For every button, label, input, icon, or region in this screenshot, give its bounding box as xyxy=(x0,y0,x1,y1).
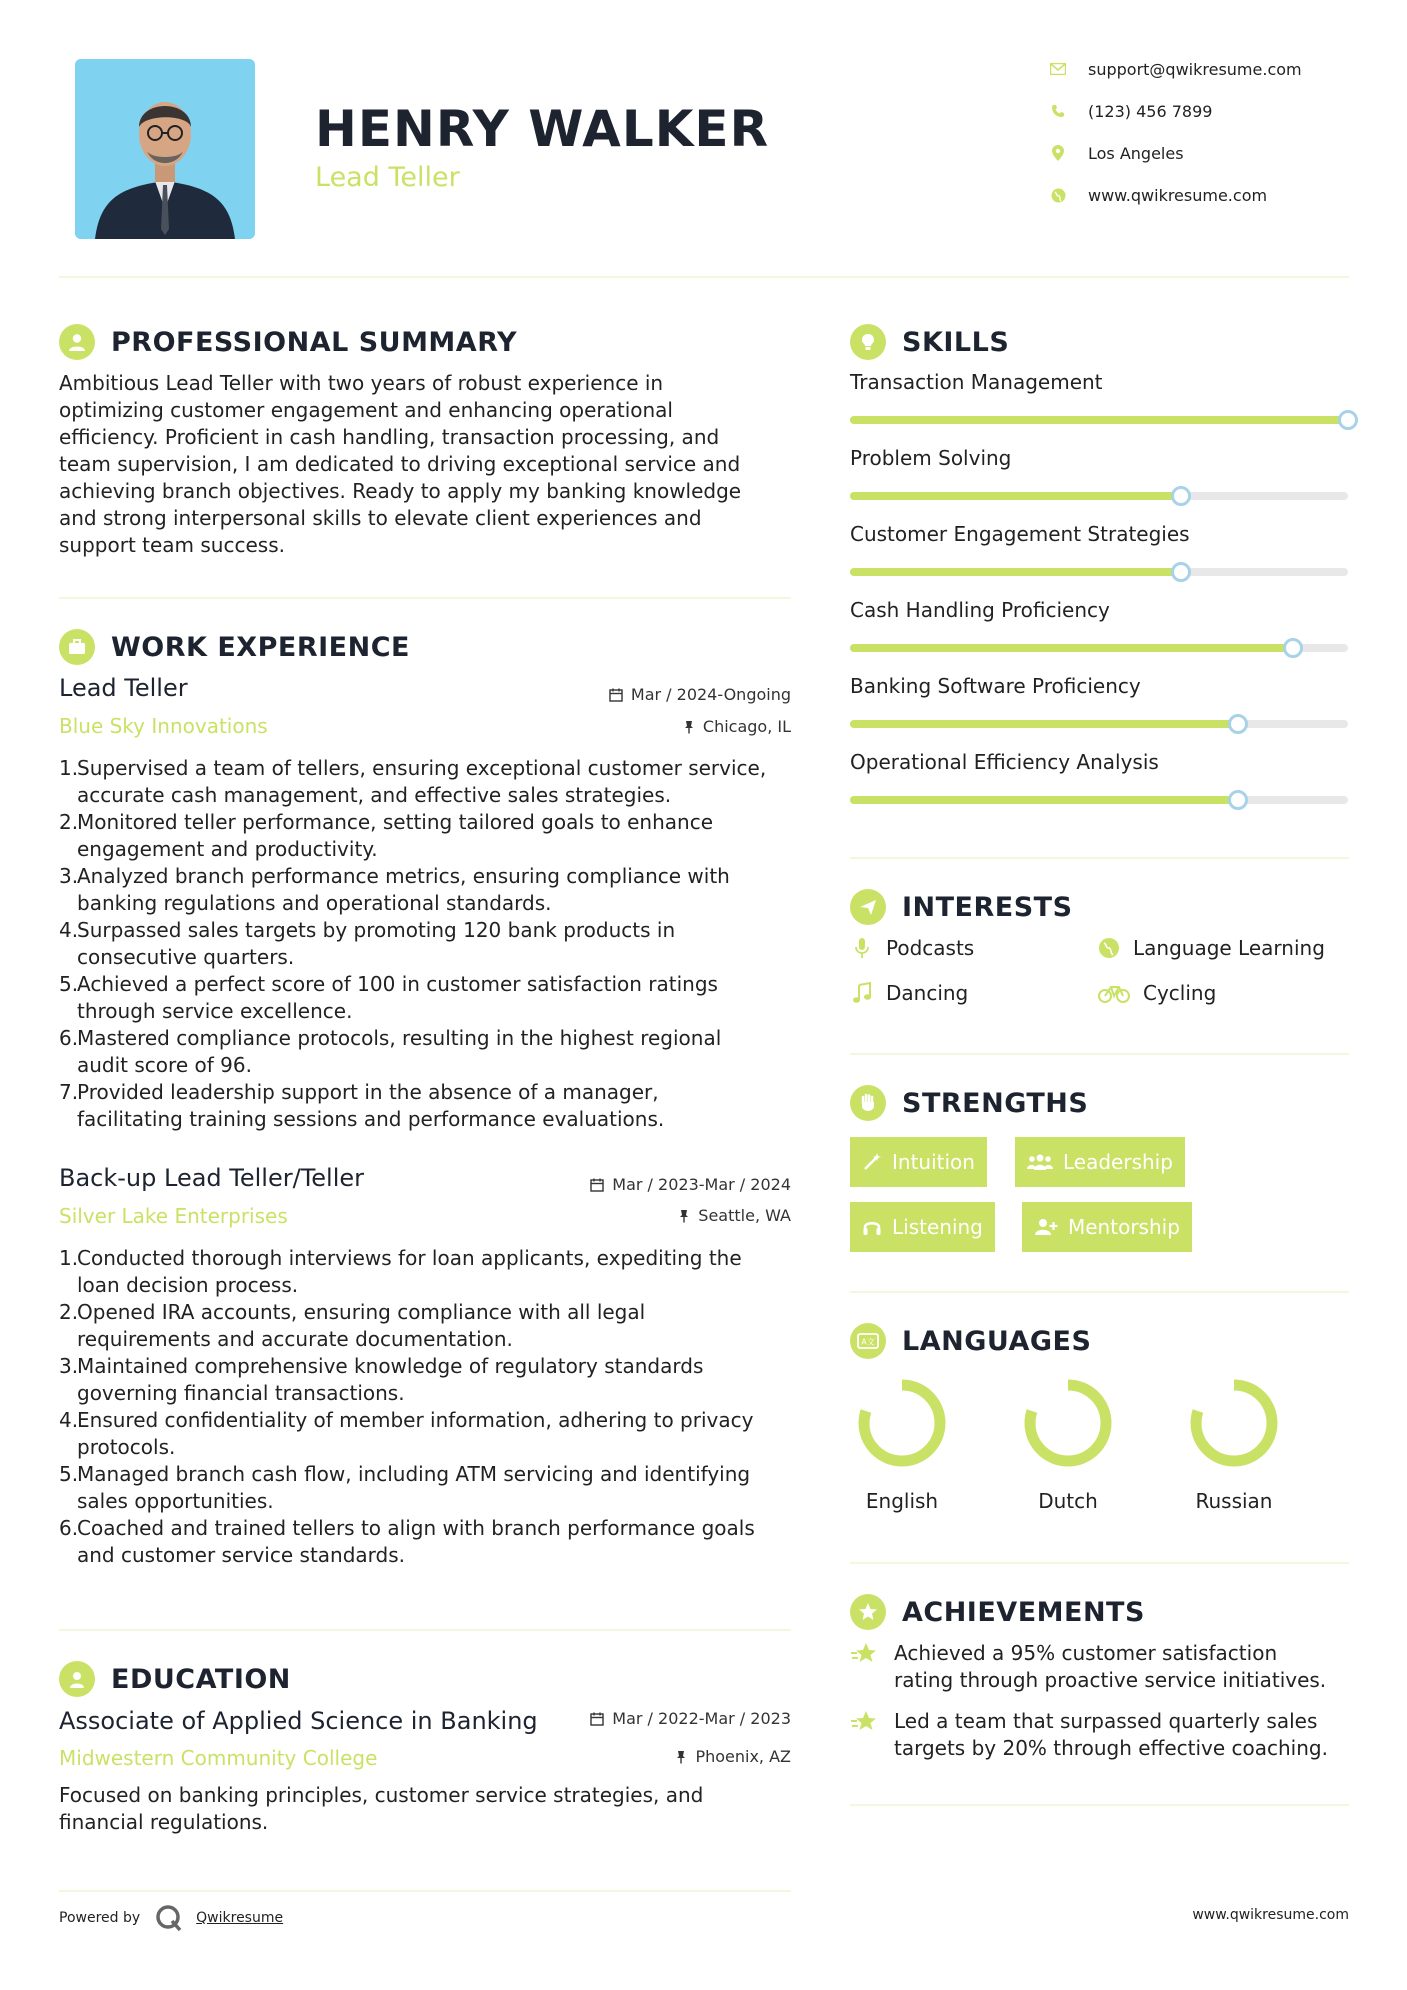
list-item: 6. Coached and trained tellers to align with branch performance goals and customer service standards. xyxy=(59,1516,755,1567)
strengths-heading: STRENGTHS xyxy=(902,1087,1089,1119)
skill-level-knob xyxy=(1171,486,1191,506)
skill-bar xyxy=(850,720,1348,728)
skill-bar-fill xyxy=(850,416,1348,424)
footer-divider xyxy=(59,1890,791,1892)
powered-by: Powered by Qwikresume xyxy=(59,1903,283,1933)
skill-name: Transaction Management xyxy=(850,370,1103,394)
email-icon xyxy=(1050,61,1066,77)
language-level-ring xyxy=(1020,1375,1116,1471)
interest-item: Language Learning xyxy=(1097,936,1325,960)
paper-plane-icon xyxy=(850,889,886,925)
list-item: 6. Mastered compliance protocols, resulting in the highest regional audit score of 96. xyxy=(59,1026,722,1077)
achievements-section-header xyxy=(850,1592,1145,1632)
skill-level-knob xyxy=(1283,638,1303,658)
strength-tag-intuition: Intuition xyxy=(850,1137,987,1187)
languages-divider xyxy=(850,1562,1349,1564)
job-title: Back-up Lead Teller/Teller xyxy=(59,1164,365,1192)
user-plus-icon xyxy=(1034,1217,1058,1237)
skill-bar xyxy=(850,416,1348,424)
language-level-ring xyxy=(1186,1375,1282,1471)
pin-icon xyxy=(675,1750,687,1764)
degree-title: Associate of Applied Science in Banking xyxy=(59,1707,538,1735)
achievements-divider xyxy=(850,1804,1349,1806)
job-location: Seattle, WA xyxy=(678,1206,791,1225)
candidate-title: Lead Teller xyxy=(315,162,460,193)
interests-heading: INTERESTS xyxy=(902,891,1073,923)
education-location: Phoenix, AZ xyxy=(675,1747,791,1766)
list-item: 7. Provided leadership support in the absence of a manager, facilitating training sessions and performance evaluations. xyxy=(59,1080,665,1131)
skills-heading: SKILLS xyxy=(902,326,1010,358)
summary-section-header xyxy=(59,322,517,362)
education-date: Mar / 2022-Mar / 2023 xyxy=(590,1709,791,1728)
svg-text:A文: A文 xyxy=(861,1337,875,1347)
calendar-icon xyxy=(590,1712,604,1726)
language-level-ring xyxy=(854,1375,950,1471)
microphone-icon xyxy=(850,936,874,960)
strengths-section-header xyxy=(850,1083,1088,1123)
globe-icon xyxy=(1097,936,1121,960)
footer-website[interactable]: www.qwikresume.com xyxy=(1192,1907,1349,1923)
hand-icon xyxy=(850,1085,886,1121)
language-name: English xyxy=(865,1489,939,1513)
achievement-item: Achieved a 95% customer satisfaction rating through proactive service initiatives. xyxy=(850,1640,1350,1694)
job-responsibilities xyxy=(59,755,799,1133)
strength-tag-mentorship: Mentorship xyxy=(1022,1202,1192,1252)
job-title: Lead Teller xyxy=(59,674,188,702)
skill-bar xyxy=(850,796,1348,804)
music-note-icon xyxy=(850,981,874,1005)
experience-divider xyxy=(59,1629,791,1631)
list-item: 2. Opened IRA accounts, ensuring compliance with all legal requirements and accurate documentation. xyxy=(59,1300,646,1351)
interest-item: Dancing xyxy=(850,981,968,1005)
headphones-icon xyxy=(862,1217,882,1237)
skill-bar-fill xyxy=(850,644,1293,652)
star-icon xyxy=(850,1640,878,1668)
job-responsibilities xyxy=(59,1245,799,1569)
trophy-icon xyxy=(850,1594,886,1630)
job-date: Mar / 2024-Ongoing xyxy=(609,685,791,704)
qwikresume-link[interactable]: Qwikresume xyxy=(196,1910,284,1926)
qwikresume-logo-icon xyxy=(154,1903,184,1933)
interest-item: Podcasts xyxy=(850,936,974,960)
list-item: 3. Maintained comprehensive knowledge of regulatory standards governing financial transactions. xyxy=(59,1354,704,1405)
contact-email[interactable]: support@qwikresume.com xyxy=(1050,57,1350,81)
interest-item: Cycling xyxy=(1097,981,1216,1005)
experience-section-header xyxy=(59,627,410,667)
skill-name: Customer Engagement Strategies xyxy=(850,522,1190,546)
group-icon xyxy=(1027,1152,1053,1172)
header-divider xyxy=(59,276,1349,278)
candidate-name: HENRY WALKER xyxy=(315,100,770,158)
skill-level-knob xyxy=(1338,410,1358,430)
contact-location: Los Angeles xyxy=(1050,141,1350,165)
achievements-heading: ACHIEVEMENTS xyxy=(902,1596,1145,1628)
list-item: 1. Supervised a team of tellers, ensuring exceptional customer service, accurate cash management, and effective sales strategies. xyxy=(59,756,767,807)
interests-section-header xyxy=(850,887,1073,927)
list-item: 3. Analyzed branch performance metrics, ensuring compliance with banking regulations and operational standards. xyxy=(59,864,730,915)
calendar-icon xyxy=(590,1178,604,1192)
strengths-divider xyxy=(850,1291,1349,1293)
skill-bar-fill xyxy=(850,492,1181,500)
education-description: Focused on banking principles, customer service strategies, and financial regulations. xyxy=(59,1783,704,1834)
languages-section-header xyxy=(850,1321,1091,1361)
education-section-header xyxy=(59,1659,291,1699)
summary-text: Ambitious Lead Teller with two years of robust experience in optimizing customer engagement and enhancing operational efficiency. Proficient in cash handling, transaction processing, and team supervision, I am dedicated to driving exceptional service and achieving branch objectives. Ready to apply my banking knowledge and strong interpersonal skills to elevate client experiences and support team success. xyxy=(59,371,742,557)
skill-level-knob xyxy=(1228,790,1248,810)
languages-list xyxy=(850,1375,1348,1525)
user-icon xyxy=(59,324,95,360)
magic-wand-icon xyxy=(862,1152,882,1172)
calendar-icon xyxy=(609,688,623,702)
globe-icon xyxy=(1050,187,1066,203)
list-item: 1. Conducted thorough interviews for loan applicants, expediting the loan decision process. xyxy=(59,1246,742,1297)
pin-icon xyxy=(678,1209,690,1223)
list-item: 2. Monitored teller performance, setting tailored goals to enhance engagement and productivity. xyxy=(59,810,714,861)
skill-name: Operational Efficiency Analysis xyxy=(850,750,1159,774)
skill-name: Problem Solving xyxy=(850,446,1012,470)
skill-name: Cash Handling Proficiency xyxy=(850,598,1110,622)
skill-bar xyxy=(850,568,1348,576)
languages-heading: LANGUAGES xyxy=(902,1325,1092,1357)
strength-tag-leadership: Leadership xyxy=(1015,1137,1185,1187)
skill-bar xyxy=(850,492,1348,500)
strength-tag-listening: Listening xyxy=(850,1202,995,1252)
list-item: 5. Managed branch cash flow, including ATM servicing and identifying sales opportunities. xyxy=(59,1462,751,1513)
skill-bar-fill xyxy=(850,568,1181,576)
job-date: Mar / 2023-Mar / 2024 xyxy=(590,1175,791,1194)
skill-bar xyxy=(850,644,1348,652)
language-name: Russian xyxy=(1195,1489,1273,1513)
experience-heading: WORK EXPERIENCE xyxy=(111,631,410,663)
language-icon xyxy=(850,1323,886,1359)
contact-phone[interactable]: (123) 456 7899 xyxy=(1050,99,1350,123)
job-location: Chicago, IL xyxy=(683,717,791,736)
summary-divider xyxy=(59,597,791,599)
location-icon xyxy=(1050,145,1066,161)
profile-photo xyxy=(75,59,255,239)
company-name: Blue Sky Innovations xyxy=(59,714,268,738)
skills-section-header xyxy=(850,322,1009,362)
list-item: 5. Achieved a perfect score of 100 in customer satisfaction ratings through service excellence. xyxy=(59,972,718,1023)
summary-heading: PROFESSIONAL SUMMARY xyxy=(111,326,518,358)
school-name: Midwestern Community College xyxy=(59,1746,378,1770)
phone-icon xyxy=(1050,103,1066,119)
language-name: Dutch xyxy=(1038,1489,1098,1513)
skill-bar-fill xyxy=(850,796,1238,804)
skill-name: Banking Software Proficiency xyxy=(850,674,1141,698)
list-item: 4. Ensured confidentiality of member information, adhering to privacy protocols. xyxy=(59,1408,754,1459)
graduation-icon xyxy=(59,1661,95,1697)
skill-level-knob xyxy=(1228,714,1248,734)
star-icon xyxy=(850,1708,878,1736)
bicycle-icon xyxy=(1097,981,1131,1005)
achievement-item: Led a team that surpassed quarterly sales targets by 20% through effective coaching. xyxy=(850,1708,1350,1762)
pin-icon xyxy=(683,720,695,734)
contact-website[interactable]: www.qwikresume.com xyxy=(1050,183,1350,207)
skill-level-knob xyxy=(1171,562,1191,582)
skill-bar-fill xyxy=(850,720,1238,728)
skills-divider xyxy=(850,857,1349,859)
lightbulb-icon xyxy=(850,324,886,360)
interests-divider xyxy=(850,1053,1349,1055)
list-item: 4. Surpassed sales targets by promoting 120 bank products in consecutive quarters. xyxy=(59,918,676,969)
briefcase-icon xyxy=(59,629,95,665)
company-name: Silver Lake Enterprises xyxy=(59,1204,288,1228)
education-heading: EDUCATION xyxy=(111,1663,291,1695)
